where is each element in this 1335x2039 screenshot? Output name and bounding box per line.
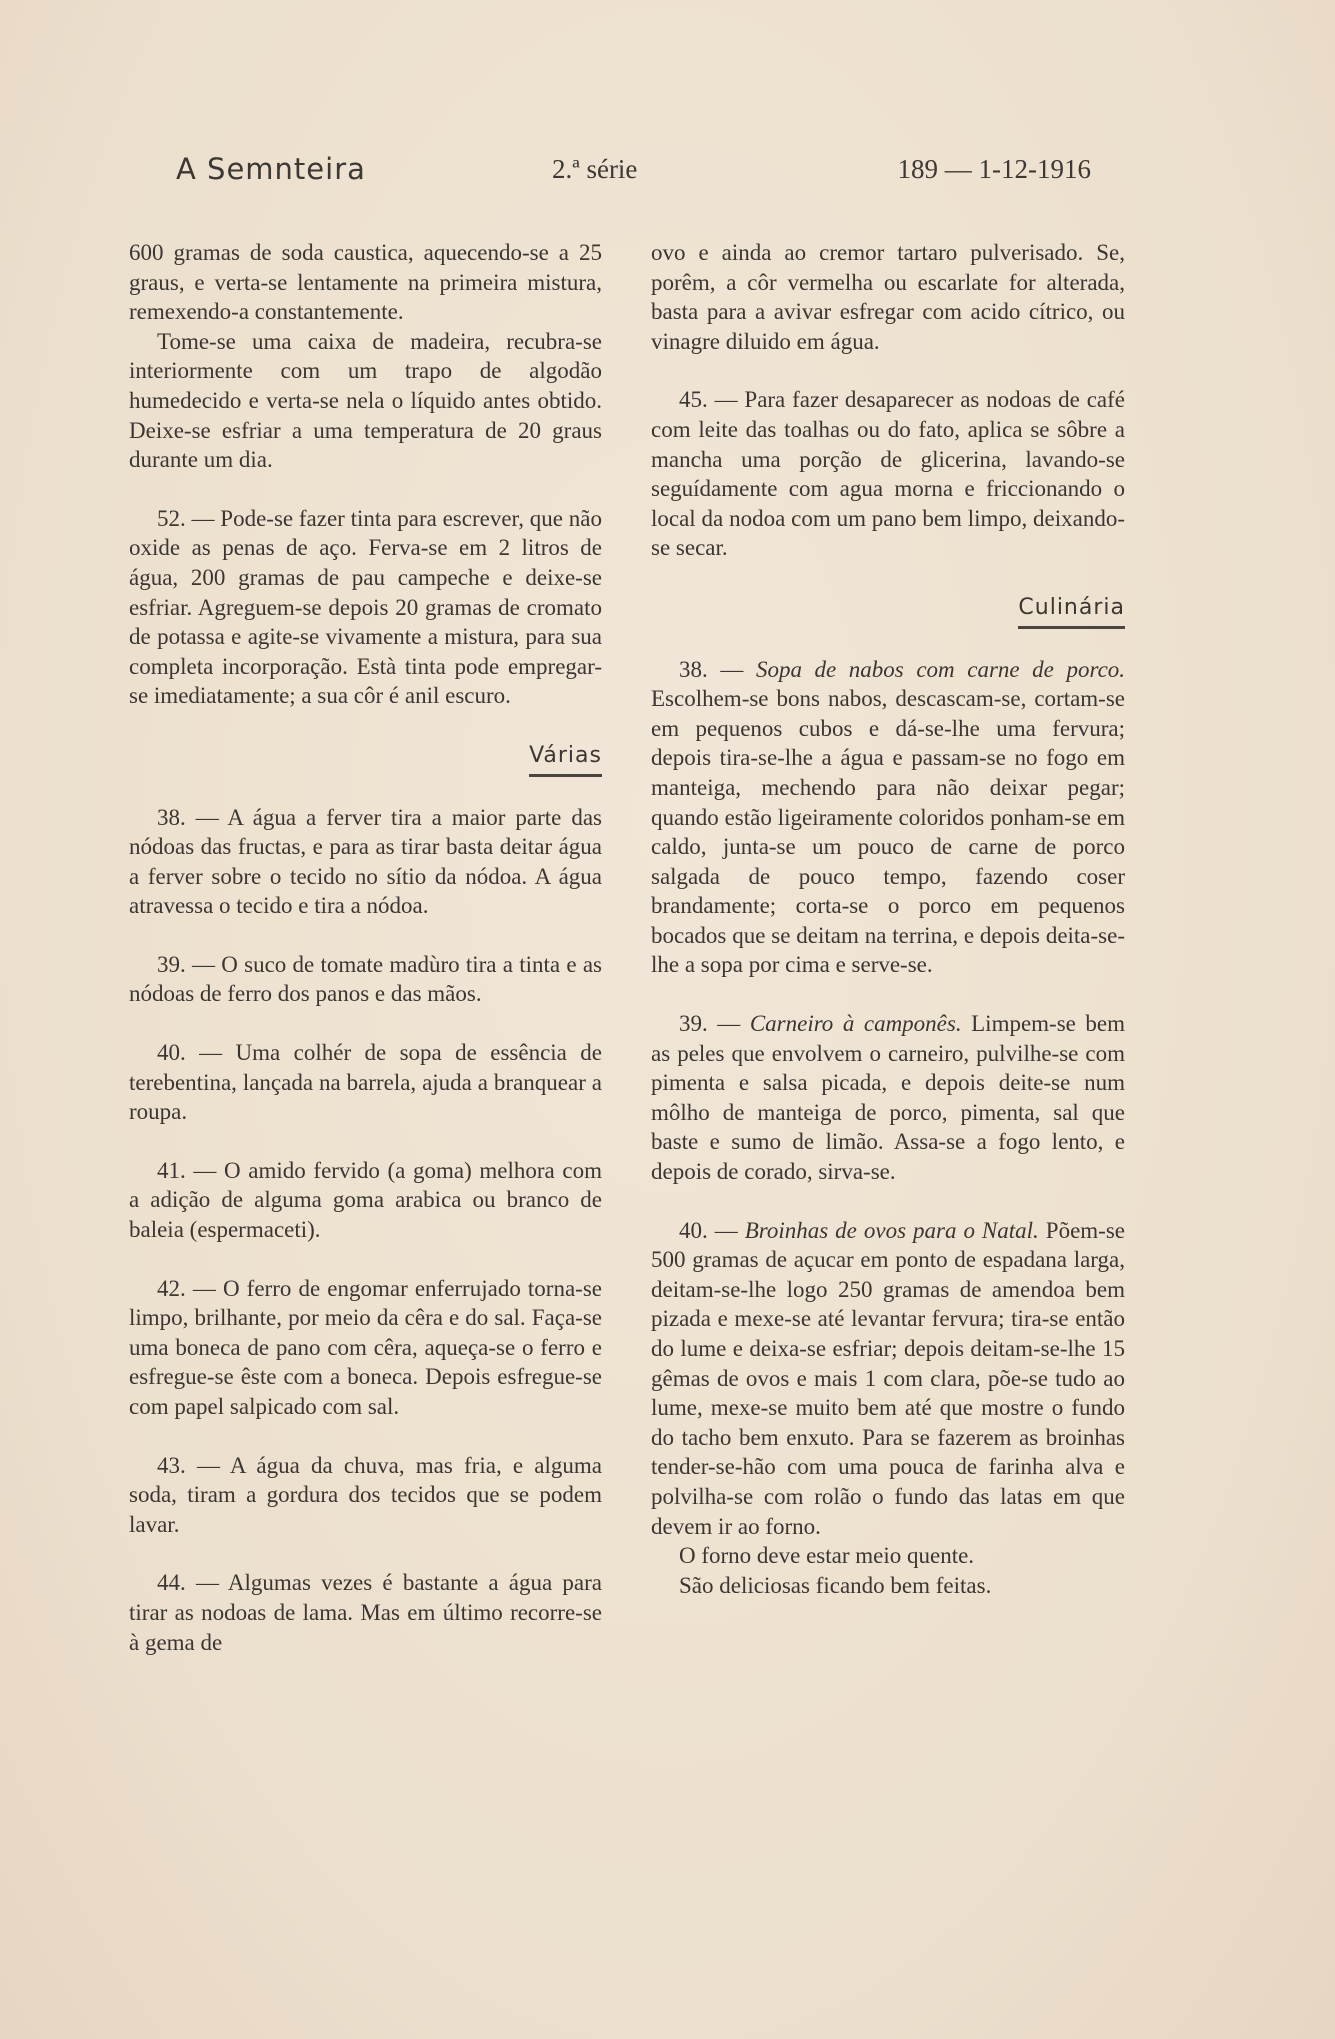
item-39-varias: 39. — O suco de tomate madùro tira a tinta e as nódoas de ferro dos panos e das mãos. [129, 951, 602, 1007]
right-column [651, 238, 1125, 1600]
recipe-39-number: 39. — [679, 1011, 741, 1037]
recipe-40-number: 40. — [679, 1217, 738, 1243]
paragraph-continuation-right: ovo e ainda ao cremor tartaro pulverisado. Se, porêm, a côr vermelha ou escarlate for alterada, basta para a avivar esfregar com acido cítrico, ou vinagre diluido em água. [651, 240, 1125, 354]
section-title-varias: Várias [529, 741, 602, 777]
recipe-40-line-deliciosas: São deliciosas ficando bem feitas. [679, 1572, 992, 1598]
recipe-40-title: Broinhas de ovos para o Natal. [744, 1217, 1039, 1243]
item-45-varias: 45. — Para fazer desaparecer as nodoas de café com leite das toalhas ou do fato, aplica se sôbre a mancha uma porção de glicerina, lavando-se seguídamente com agua morna e friccionando o local da nodoa com um pano bem limpo, deixando-se secar. [651, 387, 1125, 561]
recipe-39-text: Limpem-se bem as peles que envolvem o carneiro, pulvilhe-se com pimenta e salsa picada, e depois deite-se num môlho de manteiga de porco, pimenta, sal que baste e sumo de limão. Assa-se a fogo lento, e depois de corado, sirva-se. [651, 1011, 1125, 1185]
recipe-38-text: Escolhem-se bons nabos, descascam-se, cortam-se em pequenos cubos e dá-se-lhe uma fervura; depois tira-se-lhe a água e passam-se no fogo em manteiga, mechendo para não deixar pegar; quando estão ligeiramente coloridos ponham-se em caldo, junta-se um pouco de carne de porco salgada de pouco tempo, fazendo coser brandamente; corta-se o porco em pequenos bocados que se deitam na terrina, e depois deita-se-lhe a sopa por cima e serve-se. [651, 686, 1125, 978]
item-42-varias: 42. — O ferro de engomar enferrujado torna-se limpo, brilhante, por meio da cêra e do sal. Faça-se uma boneca de pano com cêra, aqueça-se o ferro e esfregue-se êste com a boneca. Depois esfregue-se com papel salpicado com sal. [129, 1275, 602, 1419]
issue-date: 189 — 1-12-1916 [897, 154, 1091, 184]
item-41-varias: 41. — O amido fervido (a goma) melhora com a adição de alguma goma arabica ou branco de baleia (espermaceti). [129, 1157, 602, 1243]
recipe-39 [651, 1009, 1125, 1187]
series-label: 2.ª série [552, 154, 638, 184]
recipe-38 [651, 655, 1125, 981]
item-52: 52. — Pode-se fazer tinta para escrever, que não oxide as penas de aço. Ferva-se em 2 litros de água, 200 gramas de pau campeche e deixe-se esfriar. Agreguem-se depois 20 gramas de cromato de potassa e agite-se vivamente a mistura, para sua completa incorporação. Està tinta pode empregar-se imediatamente; a sua côr é anil escuro. [129, 505, 602, 709]
paragraph-continuation: 600 gramas de soda caustica, aquecendo-se a 25 graus, e verta-se lentamente na primeira mistura, remexendo-a constantemente. [129, 240, 602, 325]
recipe-39-title: Carneiro à camponês. [749, 1011, 962, 1037]
item-40-varias: 40. — Uma colhér de sopa de essência de terebentina, lançada na barrela, ajuda a branquear a roupa. [129, 1040, 602, 1125]
item-43-varias: 43. — A água da chuva, mas fria, e alguma soda, tiram a gordura dos tecidos que se podem lavar. [129, 1452, 602, 1537]
recipe-38-number: 38. — [679, 656, 744, 682]
page-header [176, 152, 1091, 192]
section-title-culinaria: Culinária [1018, 593, 1125, 629]
paragraph-caixa: Tome-se uma caixa de madeira, recubra-se interiormente com um trapo de algodão humedecido e verta-se nela o líquido antes obtido. Deixe-se esfriar a uma temperatura de 20 graus durante um dia. [129, 328, 602, 473]
section-heading-culinaria [651, 592, 1125, 629]
recipe-40-line-forno: O forno deve estar meio quente. [679, 1543, 975, 1569]
magazine-title: A Semnteira [176, 152, 366, 186]
item-38-varias: 38. — A água a ferver tira a maior parte das nódoas das fructas, e para as tirar basta deitar água a ferver sobre o tecido no sítio da nódoa. A água atravessa o tecido e tira a nódoa. [129, 804, 602, 919]
recipe-40 [651, 1216, 1125, 1542]
recipe-40-text: Põem-se 500 gramas de açucar em ponto de espadana larga, deitam-se-lhe logo 250 gramas de amendoa bem pizada e mexe-se até levantar fervura; tira-se então do lume e deixa-se esfriar; depois deitam-se-lhe 15 gêmas de ovos e mais 1 com clara, põe-se tudo ao lume, mexe-se muito bem até que mostre o fundo do tacho bem enxuto. Para se fazerem as broinhas tender-se-hão com uma pouca de farinha alva e polvilha-se com rolão o fundo das latas em que devem ir ao forno. [651, 1217, 1126, 1539]
section-heading-varias [129, 740, 602, 777]
left-column [129, 238, 602, 1657]
recipe-38-title: Sopa de nabos com carne de porco. [755, 656, 1126, 682]
item-44-varias: 44. — Algumas vezes é bastante a água para tirar as nodoas de lama. Mas em último recorre-se à gema de [129, 1570, 602, 1655]
